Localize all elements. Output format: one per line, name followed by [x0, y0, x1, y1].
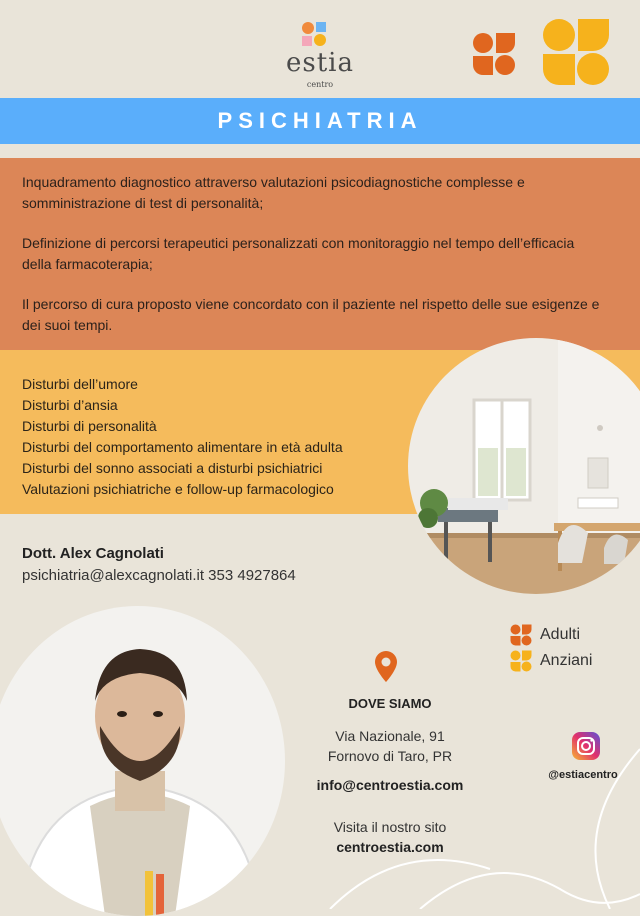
logo-subtitle: centro	[306, 80, 334, 89]
instagram-icon[interactable]	[571, 731, 601, 761]
decorative-shapes-icon	[542, 18, 610, 86]
legend-anziani	[510, 650, 592, 672]
logo-text: estia	[286, 48, 354, 78]
list-item: Disturbi di personalità	[22, 418, 157, 434]
intro-paragraph: Definizione di percorsi terapeutici personalizzati con monitoraggio nel tempo dell’efficacia della farmacoterapia;	[22, 235, 575, 272]
yellow-shapes-icon	[510, 650, 532, 672]
website-link[interactable]: centroestia.com	[336, 839, 444, 855]
page-title: PSICHIATRIA	[217, 108, 423, 133]
legend-label: Anziani	[540, 652, 593, 670]
intro-section	[0, 158, 640, 350]
list-item: Disturbi del comportamento alimentare in età adulta	[22, 439, 343, 455]
doctor-contact[interactable]: psichiatria@alexcagnolati.it 353 4927864	[22, 567, 296, 584]
list-item: Disturbi dell’umore	[22, 376, 138, 392]
list-item: Disturbi d’ansia	[22, 397, 118, 413]
list-item: Valutazioni psichiatriche e follow-up farmacologico	[22, 481, 334, 497]
location-pin-icon	[374, 650, 398, 684]
legend-adulti	[510, 624, 580, 646]
clinic-room-photo	[408, 338, 640, 594]
legend-label: Adulti	[540, 626, 581, 644]
where-title: DOVE SIAMO	[348, 696, 432, 711]
intro-paragraph: Inquadramento diagnostico attraverso valutazioni psicodiagnostiche complesse e somministrazione di test di personalità;	[22, 174, 525, 211]
doctor-photo	[0, 606, 285, 916]
orange-shapes-icon	[510, 624, 532, 646]
doctor-name: Dott. Alex Cagnolati	[22, 545, 164, 562]
intro-paragraph: Il percorso di cura proposto viene concordato con il paziente nel rispetto delle sue esigenze e dei suoi tempi.	[22, 296, 600, 333]
title-band	[0, 98, 640, 144]
disorders-list	[22, 374, 343, 500]
list-item: Disturbi del sonno associati a disturbi psichiatrici	[22, 460, 323, 476]
address-line: Fornovo di Taro, PR	[327, 748, 453, 764]
email-link[interactable]: info@centroestia.com	[316, 777, 464, 793]
decorative-shapes-icon	[472, 32, 516, 76]
address-line: Via Nazionale, 91	[335, 728, 445, 744]
instagram-handle[interactable]: @estiacentro	[548, 769, 618, 781]
visit-label: Visita il nostro sito	[333, 819, 447, 835]
estia-logo-icon	[300, 20, 328, 48]
